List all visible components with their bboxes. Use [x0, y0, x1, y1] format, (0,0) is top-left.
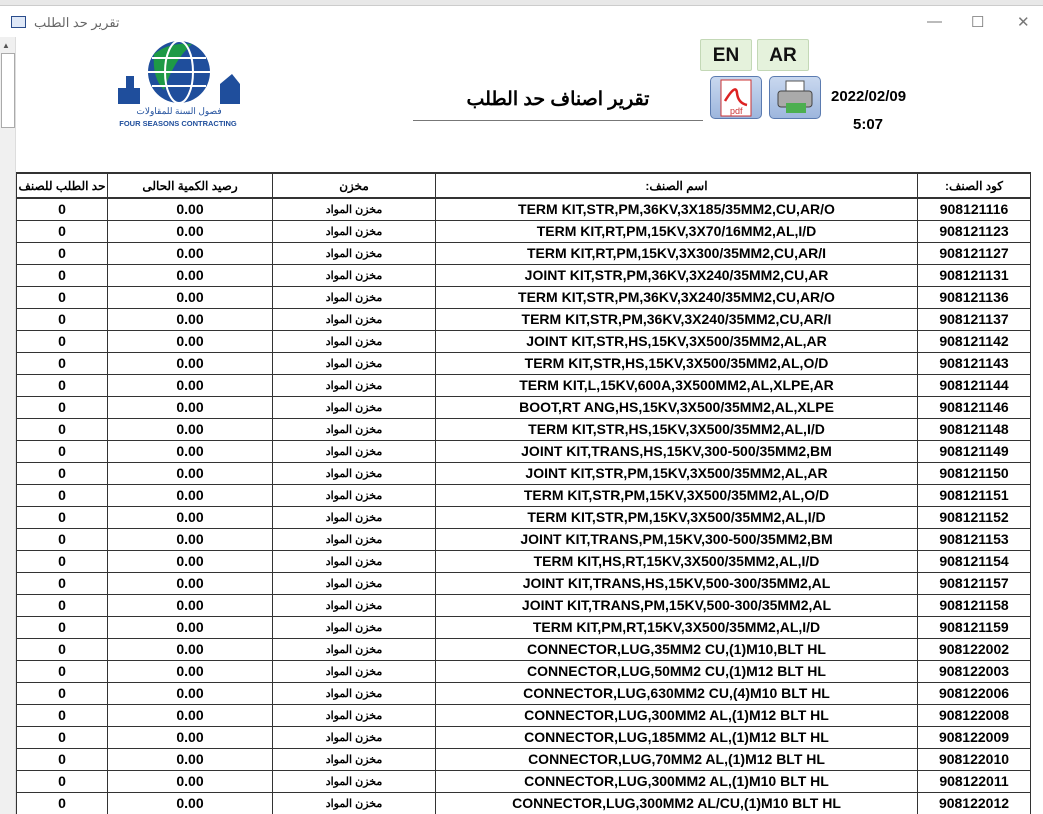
cell-name: TERM KIT,STR,PM,36KV,3X185/35MM2,CU,AR/O [436, 198, 918, 220]
printer-icon [770, 77, 820, 118]
cell-store: مخزن المواد [273, 550, 436, 572]
cell-limit: 0 [17, 594, 108, 616]
cell-limit: 0 [17, 242, 108, 264]
cell-code: 908122010 [918, 748, 1031, 770]
cell-name: TERM KIT,STR,HS,15KV,3X500/35MM2,AL,I/D [436, 418, 918, 440]
cell-qty: 0.00 [108, 770, 273, 792]
cell-code: 908121149 [918, 440, 1031, 462]
cell-code: 908121136 [918, 286, 1031, 308]
cell-code: 908121123 [918, 220, 1031, 242]
cell-code: 908122006 [918, 682, 1031, 704]
cell-limit: 0 [17, 770, 108, 792]
table-row [17, 682, 1031, 704]
table-row [17, 352, 1031, 374]
cell-limit: 0 [17, 682, 108, 704]
cell-store: مخزن المواد [273, 660, 436, 682]
cell-limit: 0 [17, 374, 108, 396]
cell-qty: 0.00 [108, 748, 273, 770]
arabic-button[interactable]: AR [757, 39, 809, 71]
table-row [17, 660, 1031, 682]
table-row [17, 748, 1031, 770]
cell-qty: 0.00 [108, 198, 273, 220]
window-title: تقرير حد الطلب [34, 15, 120, 30]
table-row [17, 330, 1031, 352]
table-row [17, 638, 1031, 660]
cell-store: مخزن المواد [273, 440, 436, 462]
title-underline [413, 120, 703, 121]
cell-qty: 0.00 [108, 418, 273, 440]
cell-store: مخزن المواد [273, 286, 436, 308]
cell-store: مخزن المواد [273, 352, 436, 374]
cell-code: 908122002 [918, 638, 1031, 660]
cell-code: 908121153 [918, 528, 1031, 550]
cell-limit: 0 [17, 572, 108, 594]
cell-name: CONNECTOR,LUG,50MM2 CU,(1)M12 BLT HL [436, 660, 918, 682]
svg-text:pdf: pdf [730, 106, 743, 116]
cell-qty: 0.00 [108, 286, 273, 308]
cell-code: 908121152 [918, 506, 1031, 528]
table-row [17, 440, 1031, 462]
table-row [17, 242, 1031, 264]
cell-limit: 0 [17, 704, 108, 726]
cell-limit: 0 [17, 462, 108, 484]
table-row [17, 308, 1031, 330]
cell-store: مخزن المواد [273, 682, 436, 704]
cell-qty: 0.00 [108, 352, 273, 374]
cell-code: 908121137 [918, 308, 1031, 330]
cell-name: JOINT KIT,TRANS,HS,15KV,300-500/35MM2,BM [436, 440, 918, 462]
cell-limit: 0 [17, 506, 108, 528]
table-row [17, 792, 1031, 814]
cell-code: 908122008 [918, 704, 1031, 726]
table-row [17, 396, 1031, 418]
table-row [17, 704, 1031, 726]
cell-name: TERM KIT,RT,PM,15KV,3X300/35MM2,CU,AR/I [436, 242, 918, 264]
logo-arabic-text: فصول السنة للمقاولات [136, 106, 222, 116]
table-row [17, 528, 1031, 550]
report-date: 2022/02/09 [831, 88, 907, 105]
table-row [17, 572, 1031, 594]
column-header-name: اسم الصنف: [436, 173, 918, 198]
column-header-limit: حد الطلب للصنف [17, 173, 108, 198]
cell-limit: 0 [17, 528, 108, 550]
cell-limit: 0 [17, 440, 108, 462]
table-row [17, 418, 1031, 440]
cell-name: CONNECTOR,LUG,300MM2 AL/CU,(1)M10 BLT HL [436, 792, 918, 814]
cell-name: TERM KIT,STR,PM,36KV,3X240/35MM2,CU,AR/I [436, 308, 918, 330]
table-row [17, 726, 1031, 748]
cell-qty: 0.00 [108, 726, 273, 748]
cell-name: JOINT KIT,STR,HS,15KV,3X500/35MM2,AL,AR [436, 330, 918, 352]
cell-name: JOINT KIT,STR,PM,36KV,3X240/35MM2,CU,AR [436, 264, 918, 286]
cell-store: مخزن المواد [273, 770, 436, 792]
cell-limit: 0 [17, 792, 108, 814]
cell-qty: 0.00 [108, 308, 273, 330]
cell-name: TERM KIT,L,15KV,600A,3X500MM2,AL,XLPE,AR [436, 374, 918, 396]
cell-code: 908121154 [918, 550, 1031, 572]
table-row [17, 374, 1031, 396]
cell-limit: 0 [17, 264, 108, 286]
cell-qty: 0.00 [108, 682, 273, 704]
cell-qty: 0.00 [108, 704, 273, 726]
cell-qty: 0.00 [108, 242, 273, 264]
cell-store: مخزن المواد [273, 330, 436, 352]
cell-name: CONNECTOR,LUG,185MM2 AL,(1)M12 BLT HL [436, 726, 918, 748]
cell-limit: 0 [17, 198, 108, 220]
column-header-store: مخزن [273, 173, 436, 198]
cell-limit: 0 [17, 616, 108, 638]
cell-qty: 0.00 [108, 572, 273, 594]
cell-store: مخزن المواد [273, 462, 436, 484]
cell-name: CONNECTOR,LUG,70MM2 AL,(1)M12 BLT HL [436, 748, 918, 770]
cell-name: BOOT,RT ANG,HS,15KV,3X500/35MM2,AL,XLPE [436, 396, 918, 418]
report-form-icon [11, 16, 26, 28]
cell-code: 908121144 [918, 374, 1031, 396]
report-title: تقرير اصناف حد الطلب [466, 89, 650, 110]
report-time: 5:07 [853, 116, 884, 133]
cell-store: مخزن المواد [273, 748, 436, 770]
cell-store: مخزن المواد [273, 792, 436, 814]
globe-logo-icon [114, 40, 244, 106]
cell-qty: 0.00 [108, 264, 273, 286]
cell-code: 908121127 [918, 242, 1031, 264]
table-row [17, 220, 1031, 242]
vertical-scrollbar[interactable] [0, 37, 16, 814]
cell-name: TERM KIT,RT,PM,15KV,3X70/16MM2,AL,I/D [436, 220, 918, 242]
table-row [17, 616, 1031, 638]
cell-name: CONNECTOR,LUG,300MM2 AL,(1)M12 BLT HL [436, 704, 918, 726]
cell-code: 908121131 [918, 264, 1031, 286]
cell-qty: 0.00 [108, 638, 273, 660]
cell-store: مخزن المواد [273, 594, 436, 616]
cell-limit: 0 [17, 638, 108, 660]
cell-name: CONNECTOR,LUG,300MM2 AL,(1)M10 BLT HL [436, 770, 918, 792]
cell-store: مخزن المواد [273, 220, 436, 242]
cell-qty: 0.00 [108, 220, 273, 242]
cell-name: TERM KIT,HS,RT,15KV,3X500/35MM2,AL,I/D [436, 550, 918, 572]
cell-store: مخزن المواد [273, 418, 436, 440]
cell-code: 908121146 [918, 396, 1031, 418]
table-row [17, 264, 1031, 286]
cell-code: 908122003 [918, 660, 1031, 682]
cell-limit: 0 [17, 286, 108, 308]
cell-limit: 0 [17, 396, 108, 418]
cell-name: JOINT KIT,STR,PM,15KV,3X500/35MM2,AL,AR [436, 462, 918, 484]
cell-qty: 0.00 [108, 550, 273, 572]
cell-code: 908121143 [918, 352, 1031, 374]
cell-limit: 0 [17, 308, 108, 330]
cell-limit: 0 [17, 550, 108, 572]
table-header [17, 173, 1031, 198]
logo-english-text: FOUR SEASONS CONTRACTING [119, 119, 237, 128]
table-row [17, 484, 1031, 506]
cell-name: TERM KIT,STR,PM,15KV,3X500/35MM2,AL,O/D [436, 484, 918, 506]
cell-name: TERM KIT,STR,HS,15KV,3X500/35MM2,AL,O/D [436, 352, 918, 374]
title-bar [0, 7, 1043, 37]
cell-code: 908121142 [918, 330, 1031, 352]
cell-code: 908121150 [918, 462, 1031, 484]
cell-name: JOINT KIT,TRANS,HS,15KV,500-300/35MM2,AL [436, 572, 918, 594]
table-row [17, 594, 1031, 616]
cell-qty: 0.00 [108, 792, 273, 814]
cell-limit: 0 [17, 484, 108, 506]
cell-limit: 0 [17, 418, 108, 440]
maximize-button[interactable]: ☐ [971, 14, 985, 31]
cell-qty: 0.00 [108, 484, 273, 506]
export-pdf-button[interactable] [710, 76, 762, 119]
cell-store: مخزن المواد [273, 198, 436, 220]
cell-qty: 0.00 [108, 330, 273, 352]
cell-qty: 0.00 [108, 616, 273, 638]
cell-store: مخزن المواد [273, 484, 436, 506]
english-button[interactable]: EN [700, 39, 752, 71]
cell-name: CONNECTOR,LUG,630MM2 CU,(4)M10 BLT HL [436, 682, 918, 704]
cell-code: 908122011 [918, 770, 1031, 792]
table-row [17, 286, 1031, 308]
cell-store: مخزن المواد [273, 726, 436, 748]
cell-name: TERM KIT,STR,PM,36KV,3X240/35MM2,CU,AR/O [436, 286, 918, 308]
cell-code: 908121148 [918, 418, 1031, 440]
cell-code: 908122012 [918, 792, 1031, 814]
cell-code: 908121116 [918, 198, 1031, 220]
cell-code: 908122009 [918, 726, 1031, 748]
minimize-button[interactable]: — [927, 13, 942, 30]
cell-name: CONNECTOR,LUG,35MM2 CU,(1)M10,BLT HL [436, 638, 918, 660]
cell-limit: 0 [17, 748, 108, 770]
pdf-icon [711, 77, 761, 118]
cell-store: مخزن المواد [273, 374, 436, 396]
cell-store: مخزن المواد [273, 572, 436, 594]
cell-store: مخزن المواد [273, 528, 436, 550]
cell-qty: 0.00 [108, 440, 273, 462]
column-header-qty: رصيد الكمية الحالى [108, 173, 273, 198]
cell-qty: 0.00 [108, 594, 273, 616]
cell-limit: 0 [17, 352, 108, 374]
cell-qty: 0.00 [108, 374, 273, 396]
cell-code: 908121151 [918, 484, 1031, 506]
company-logo [114, 40, 244, 132]
table-row [17, 506, 1031, 528]
cell-qty: 0.00 [108, 660, 273, 682]
cell-name: TERM KIT,PM,RT,15KV,3X500/35MM2,AL,I/D [436, 616, 918, 638]
table-row [17, 198, 1031, 220]
cell-qty: 0.00 [108, 528, 273, 550]
close-button[interactable]: ✕ [1017, 14, 1030, 31]
cell-limit: 0 [17, 726, 108, 748]
print-button[interactable] [769, 76, 821, 119]
cell-limit: 0 [17, 330, 108, 352]
cell-name: JOINT KIT,TRANS,PM,15KV,300-500/35MM2,BM [436, 528, 918, 550]
cell-name: TERM KIT,STR,PM,15KV,3X500/35MM2,AL,I/D [436, 506, 918, 528]
table-row [17, 550, 1031, 572]
cell-store: مخزن المواد [273, 616, 436, 638]
cell-qty: 0.00 [108, 506, 273, 528]
cell-store: مخزن المواد [273, 704, 436, 726]
cell-qty: 0.00 [108, 462, 273, 484]
column-header-code: كود الصنف: [918, 173, 1031, 198]
cell-code: 908121159 [918, 616, 1031, 638]
window-top-edge [0, 0, 1043, 6]
table-row [17, 770, 1031, 792]
table-row [17, 462, 1031, 484]
report-table [16, 172, 1031, 814]
cell-store: مخزن المواد [273, 264, 436, 286]
cell-store: مخزن المواد [273, 308, 436, 330]
cell-code: 908121157 [918, 572, 1031, 594]
cell-qty: 0.00 [108, 396, 273, 418]
cell-limit: 0 [17, 660, 108, 682]
cell-store: مخزن المواد [273, 638, 436, 660]
scroll-thumb[interactable] [1, 53, 15, 128]
cell-store: مخزن المواد [273, 396, 436, 418]
cell-limit: 0 [17, 220, 108, 242]
cell-store: مخزن المواد [273, 506, 436, 528]
cell-code: 908121158 [918, 594, 1031, 616]
scroll-up-icon[interactable]: ▲ [2, 41, 10, 50]
cell-name: JOINT KIT,TRANS,PM,15KV,500-300/35MM2,AL [436, 594, 918, 616]
cell-store: مخزن المواد [273, 242, 436, 264]
